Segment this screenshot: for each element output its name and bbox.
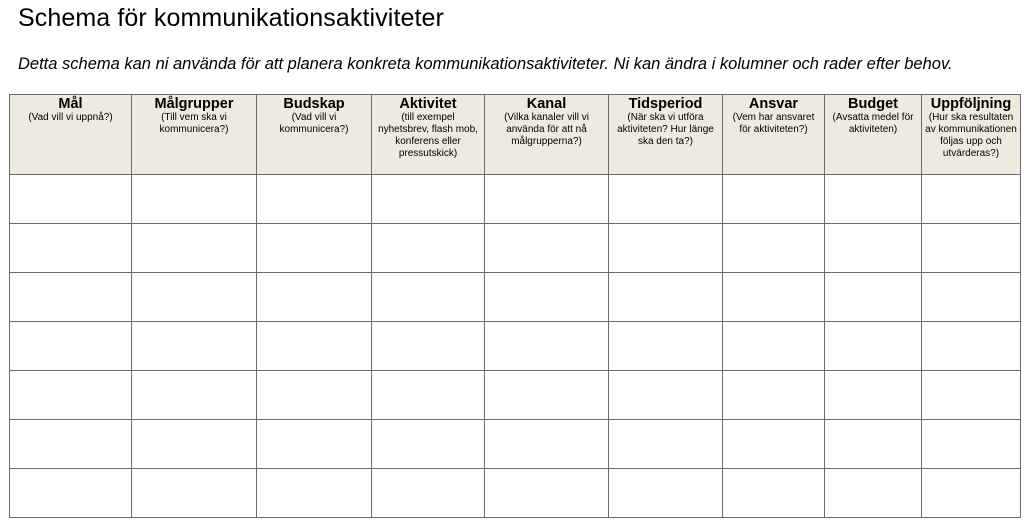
column-header-malgrupper [132, 95, 257, 175]
table-cell[interactable] [132, 273, 257, 322]
table-row [10, 371, 1021, 420]
table-cell[interactable] [723, 371, 825, 420]
table-cell[interactable] [10, 322, 132, 371]
column-title: Kanal [526, 96, 567, 112]
column-description: (Hur ska resultaten av kommunikationen följas upp och utvärderas?) [925, 112, 1017, 159]
table-cell[interactable] [723, 273, 825, 322]
table-row [10, 224, 1021, 273]
column-header-ansvar [723, 95, 825, 175]
table-cell[interactable] [372, 469, 485, 518]
column-header-tidsperiod [609, 95, 723, 175]
column-header-budskap [257, 95, 372, 175]
column-title: Mål [58, 96, 83, 112]
column-title: Budget [848, 96, 898, 112]
table-cell[interactable] [132, 322, 257, 371]
column-header-budget [825, 95, 922, 175]
table-cell[interactable] [257, 322, 372, 371]
table-cell[interactable] [825, 322, 922, 371]
table-cell[interactable] [257, 175, 372, 224]
table-row [10, 420, 1021, 469]
table-cell[interactable] [825, 469, 922, 518]
table-cell[interactable] [922, 224, 1021, 273]
table-cell[interactable] [609, 273, 723, 322]
table-cell[interactable] [372, 224, 485, 273]
table-cell[interactable] [257, 469, 372, 518]
column-description: (Vad vill vi uppnå?) [28, 112, 113, 123]
table-row [10, 273, 1021, 322]
table-cell[interactable] [372, 420, 485, 469]
column-description: (Till vem ska vi kommunicera?) [159, 112, 229, 135]
column-title: Tidsperiod [628, 96, 703, 112]
table-cell[interactable] [825, 224, 922, 273]
table-cell[interactable] [132, 469, 257, 518]
table-cell[interactable] [10, 420, 132, 469]
table-cell[interactable] [485, 273, 609, 322]
table-cell[interactable] [372, 273, 485, 322]
column-description: (Vilka kanaler vill vi använda för att nå målgrupperna?) [504, 112, 589, 147]
table-cell[interactable] [723, 224, 825, 273]
table-cell[interactable] [825, 371, 922, 420]
column-description: (Vad vill vi kommunicera?) [279, 112, 349, 135]
table-cell[interactable] [10, 224, 132, 273]
table-cell[interactable] [132, 175, 257, 224]
column-description: (Vem har ansvaret för aktiviteten?) [732, 112, 815, 135]
table-cell[interactable] [485, 420, 609, 469]
page-title: Schema för kommunikationsaktiviteter [18, 4, 444, 32]
table-cell[interactable] [485, 224, 609, 273]
table-cell[interactable] [609, 469, 723, 518]
table-cell[interactable] [257, 224, 372, 273]
column-header-aktivitet [372, 95, 485, 175]
table-cell[interactable] [723, 322, 825, 371]
table-cell[interactable] [132, 420, 257, 469]
table-cell[interactable] [372, 175, 485, 224]
table-cell[interactable] [372, 322, 485, 371]
table-cell[interactable] [609, 371, 723, 420]
table-cell[interactable] [10, 371, 132, 420]
table-cell[interactable] [485, 371, 609, 420]
table-cell[interactable] [609, 420, 723, 469]
table-cell[interactable] [257, 273, 372, 322]
table-cell[interactable] [485, 469, 609, 518]
table-body [10, 175, 1021, 518]
column-title: Uppföljning [930, 96, 1012, 112]
table-cell[interactable] [825, 273, 922, 322]
table-cell[interactable] [609, 224, 723, 273]
table-cell[interactable] [922, 175, 1021, 224]
table-cell[interactable] [10, 469, 132, 518]
table-cell[interactable] [723, 420, 825, 469]
page-subtitle: Detta schema kan ni använda för att planera konkreta kommunikationsaktiviteter. Ni kan ändra i kolumner och rader efter behov. [18, 55, 953, 73]
communication-plan-table [9, 94, 1021, 518]
column-title: Aktivitet [399, 96, 457, 112]
table-cell[interactable] [922, 273, 1021, 322]
table-cell[interactable] [372, 371, 485, 420]
column-title: Målgrupper [154, 96, 234, 112]
table-cell[interactable] [825, 175, 922, 224]
table-cell[interactable] [922, 322, 1021, 371]
table-row [10, 175, 1021, 224]
table-header-row [10, 95, 1021, 175]
column-title: Budskap [283, 96, 345, 112]
table-cell[interactable] [485, 175, 609, 224]
column-title: Ansvar [748, 96, 799, 112]
table-cell[interactable] [609, 322, 723, 371]
table-row [10, 322, 1021, 371]
column-description: (När ska vi utföra aktiviteten? Hur länge ska den ta?) [617, 112, 714, 147]
table-row [10, 469, 1021, 518]
table-cell[interactable] [922, 371, 1021, 420]
table-cell[interactable] [10, 175, 132, 224]
table-cell[interactable] [485, 322, 609, 371]
table-cell[interactable] [922, 420, 1021, 469]
column-header-kanal [485, 95, 609, 175]
table-cell[interactable] [723, 469, 825, 518]
table-cell[interactable] [10, 273, 132, 322]
column-description: (Avsatta medel för aktiviteten) [832, 112, 914, 135]
column-header-mal [10, 95, 132, 175]
column-description: (till exempel nyhetsbrev, flash mob, konferens eller pressutskick) [378, 112, 478, 159]
table-cell[interactable] [132, 224, 257, 273]
table-cell[interactable] [825, 420, 922, 469]
column-header-uppfoljning [922, 95, 1021, 175]
table-cell[interactable] [257, 371, 372, 420]
table-cell[interactable] [609, 175, 723, 224]
table-cell[interactable] [922, 469, 1021, 518]
table-cell[interactable] [723, 175, 825, 224]
table-cell[interactable] [257, 420, 372, 469]
table-cell[interactable] [132, 371, 257, 420]
